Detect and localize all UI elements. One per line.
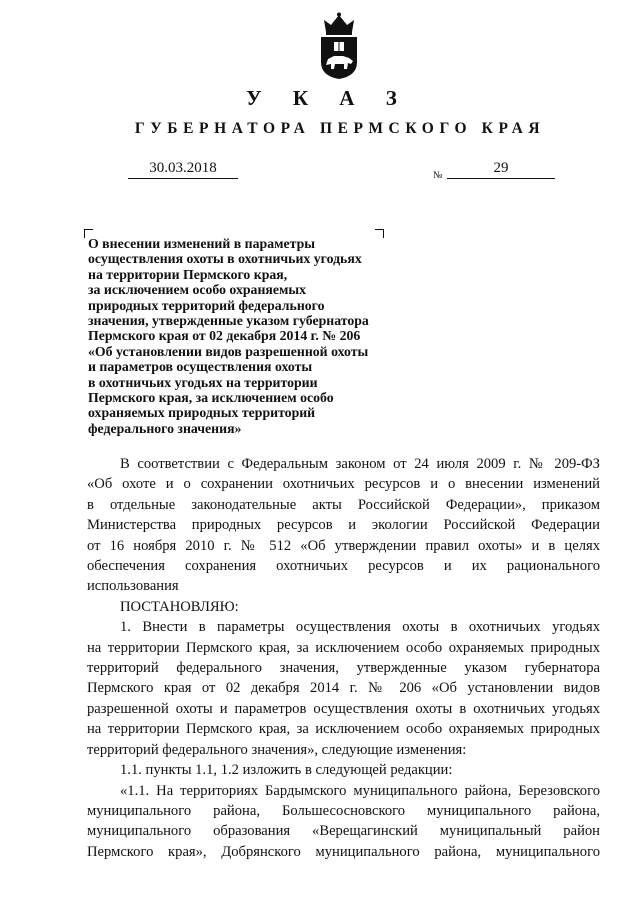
heading-line: и параметров осуществления охоты bbox=[88, 359, 313, 375]
heading-line: в охотничьих угодьях на территории bbox=[88, 374, 318, 390]
heading-line: за исключением особо охраняемых bbox=[88, 282, 307, 298]
body-line: в отдельные законодательные акты Российской Федерации», приказом bbox=[87, 496, 600, 513]
heading-line: значения, утвержденные указом губернатора bbox=[88, 313, 369, 329]
body-line: муниципального образования «Верещагинский муниципальный район bbox=[87, 823, 600, 840]
heading-line: Пермского края, за исключением особо bbox=[88, 390, 334, 406]
perm-krai-coat-of-arms-icon bbox=[318, 12, 360, 80]
body-line: разрешенной охоты и параметров осуществления охоты в охотничьих угодьях bbox=[87, 700, 600, 717]
heading-line: «Об установлении видов разрешенной охоты bbox=[88, 343, 369, 359]
body-line: «Об охоте и о сохранении охотничьих ресурсов и о внесении изменений bbox=[87, 476, 600, 493]
body-line: от 16 ноября 2010 г. № 512 «Об утверждении правил охоты» и в целях bbox=[87, 537, 600, 554]
heading-line: Пермского края от 02 декабря 2014 г. № 206 bbox=[88, 328, 361, 344]
body-line: на территории Пермского края, за исключением особо охраняемых природных bbox=[87, 721, 600, 738]
heading-line: охраняемых природных территорий bbox=[88, 405, 316, 421]
body-line: территорий федерального значения, утвержденные указом губернатора bbox=[87, 660, 600, 677]
body-line: территорий федерального значения», следующие изменения: bbox=[87, 741, 467, 758]
body-line: обеспечения сохранения охотничьих ресурсов и их рационального bbox=[87, 558, 600, 575]
body-line: В соответствии с Федеральным законом от 24 июля 2009 г. № 209-ФЗ bbox=[120, 456, 600, 472]
heading-line: осуществления охоты в охотничьих угодьях bbox=[88, 251, 362, 267]
decree-number: 29 bbox=[447, 160, 555, 179]
decree-title: У К А З bbox=[246, 86, 410, 110]
decree-date: 30.03.2018 bbox=[128, 160, 238, 179]
number-sign: № bbox=[433, 170, 443, 181]
heading-line: на территории Пермского края, bbox=[88, 266, 288, 282]
body-line: Министерства природных ресурсов и экологии Российской Федерации bbox=[87, 517, 600, 534]
body-line: 1.1. пункты 1.1, 1.2 изложить в следующей редакции: bbox=[120, 762, 453, 779]
body-line: использования bbox=[87, 578, 179, 595]
decree-heading bbox=[88, 236, 408, 436]
heading-line: природных территорий федерального bbox=[88, 297, 325, 313]
heading-line: О внесении изменений в параметры bbox=[88, 236, 316, 251]
body-line: Пермского края», Добрянского муниципального района, муниципального bbox=[87, 843, 600, 860]
body-line: муниципального района, Большесосновского муниципального района, bbox=[87, 802, 600, 819]
body-line: Пермского края от 02 декабря 2014 г. № 206 «Об установлении видов bbox=[87, 680, 600, 697]
decree-body bbox=[87, 454, 600, 862]
heading-line: федерального значения» bbox=[88, 420, 242, 436]
body-line: на территории Пермского края, за исключением особо охраняемых природных bbox=[87, 639, 600, 656]
body-line: «1.1. На территориях Бардымского муниципального района, Березовского bbox=[120, 782, 600, 799]
resolution-word: ПОСТАНОВЛЯЮ: bbox=[120, 598, 239, 615]
body-line: 1. Внести в параметры осуществления охоты в охотничьих угодьях bbox=[120, 619, 600, 636]
issuer-subtitle: ГУБЕРНАТОРА ПЕРМСКОГО КРАЯ bbox=[134, 120, 546, 137]
